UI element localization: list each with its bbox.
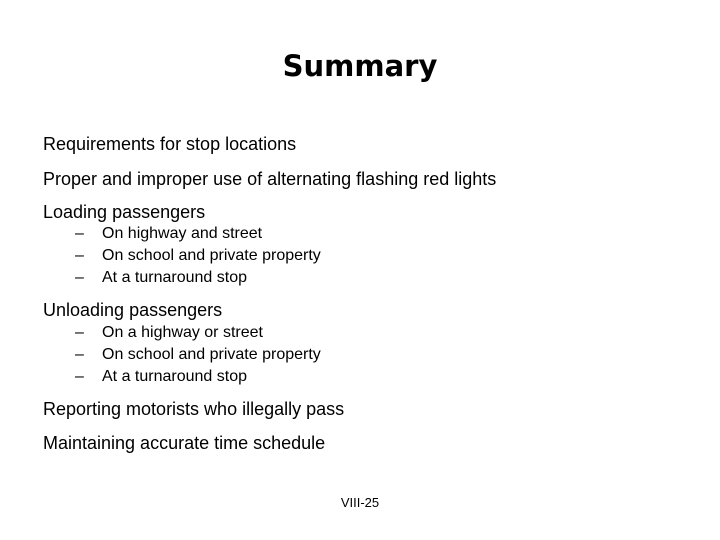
slide-title: Summary: [282, 49, 438, 83]
dash-marker: –: [75, 368, 84, 385]
sub-bullet-text: On a highway or street: [102, 324, 263, 341]
page-number-text: VIII-25: [340, 495, 380, 510]
sub-bullet-unloading-turnaround: [75, 367, 247, 387]
bullet-loading-passengers: Loading passengers: [43, 202, 206, 222]
sub-bullet-text: On school and private property: [102, 346, 321, 363]
sub-bullet-text: On school and private property: [102, 247, 321, 264]
dash-marker: –: [75, 324, 84, 341]
dash-marker: –: [75, 225, 84, 242]
bullet-flashing-lights: Proper and improper use of alternating flashing red lights: [43, 169, 497, 189]
dash-marker: –: [75, 269, 84, 286]
sub-bullet-loading-school: [75, 246, 321, 266]
sub-bullet-unloading-school: [75, 345, 321, 365]
sub-bullet-unloading-highway: [75, 323, 263, 343]
sub-bullet-text: At a turnaround stop: [102, 368, 247, 385]
sub-bullet-loading-turnaround: [75, 268, 247, 288]
sub-bullet-text: On highway and street: [102, 225, 263, 242]
bullet-time-schedule: Maintaining accurate time schedule: [43, 433, 326, 453]
sub-bullet-text: At a turnaround stop: [102, 269, 247, 286]
dash-marker: –: [75, 247, 84, 264]
bullet-unloading-passengers: Unloading passengers: [43, 300, 223, 320]
dash-marker: –: [75, 346, 84, 363]
sub-bullet-loading-highway: [75, 224, 262, 244]
bullet-requirements: Requirements for stop locations: [43, 134, 297, 154]
page-number: [0, 495, 720, 511]
bullet-reporting-motorists: Reporting motorists who illegally pass: [43, 399, 345, 419]
